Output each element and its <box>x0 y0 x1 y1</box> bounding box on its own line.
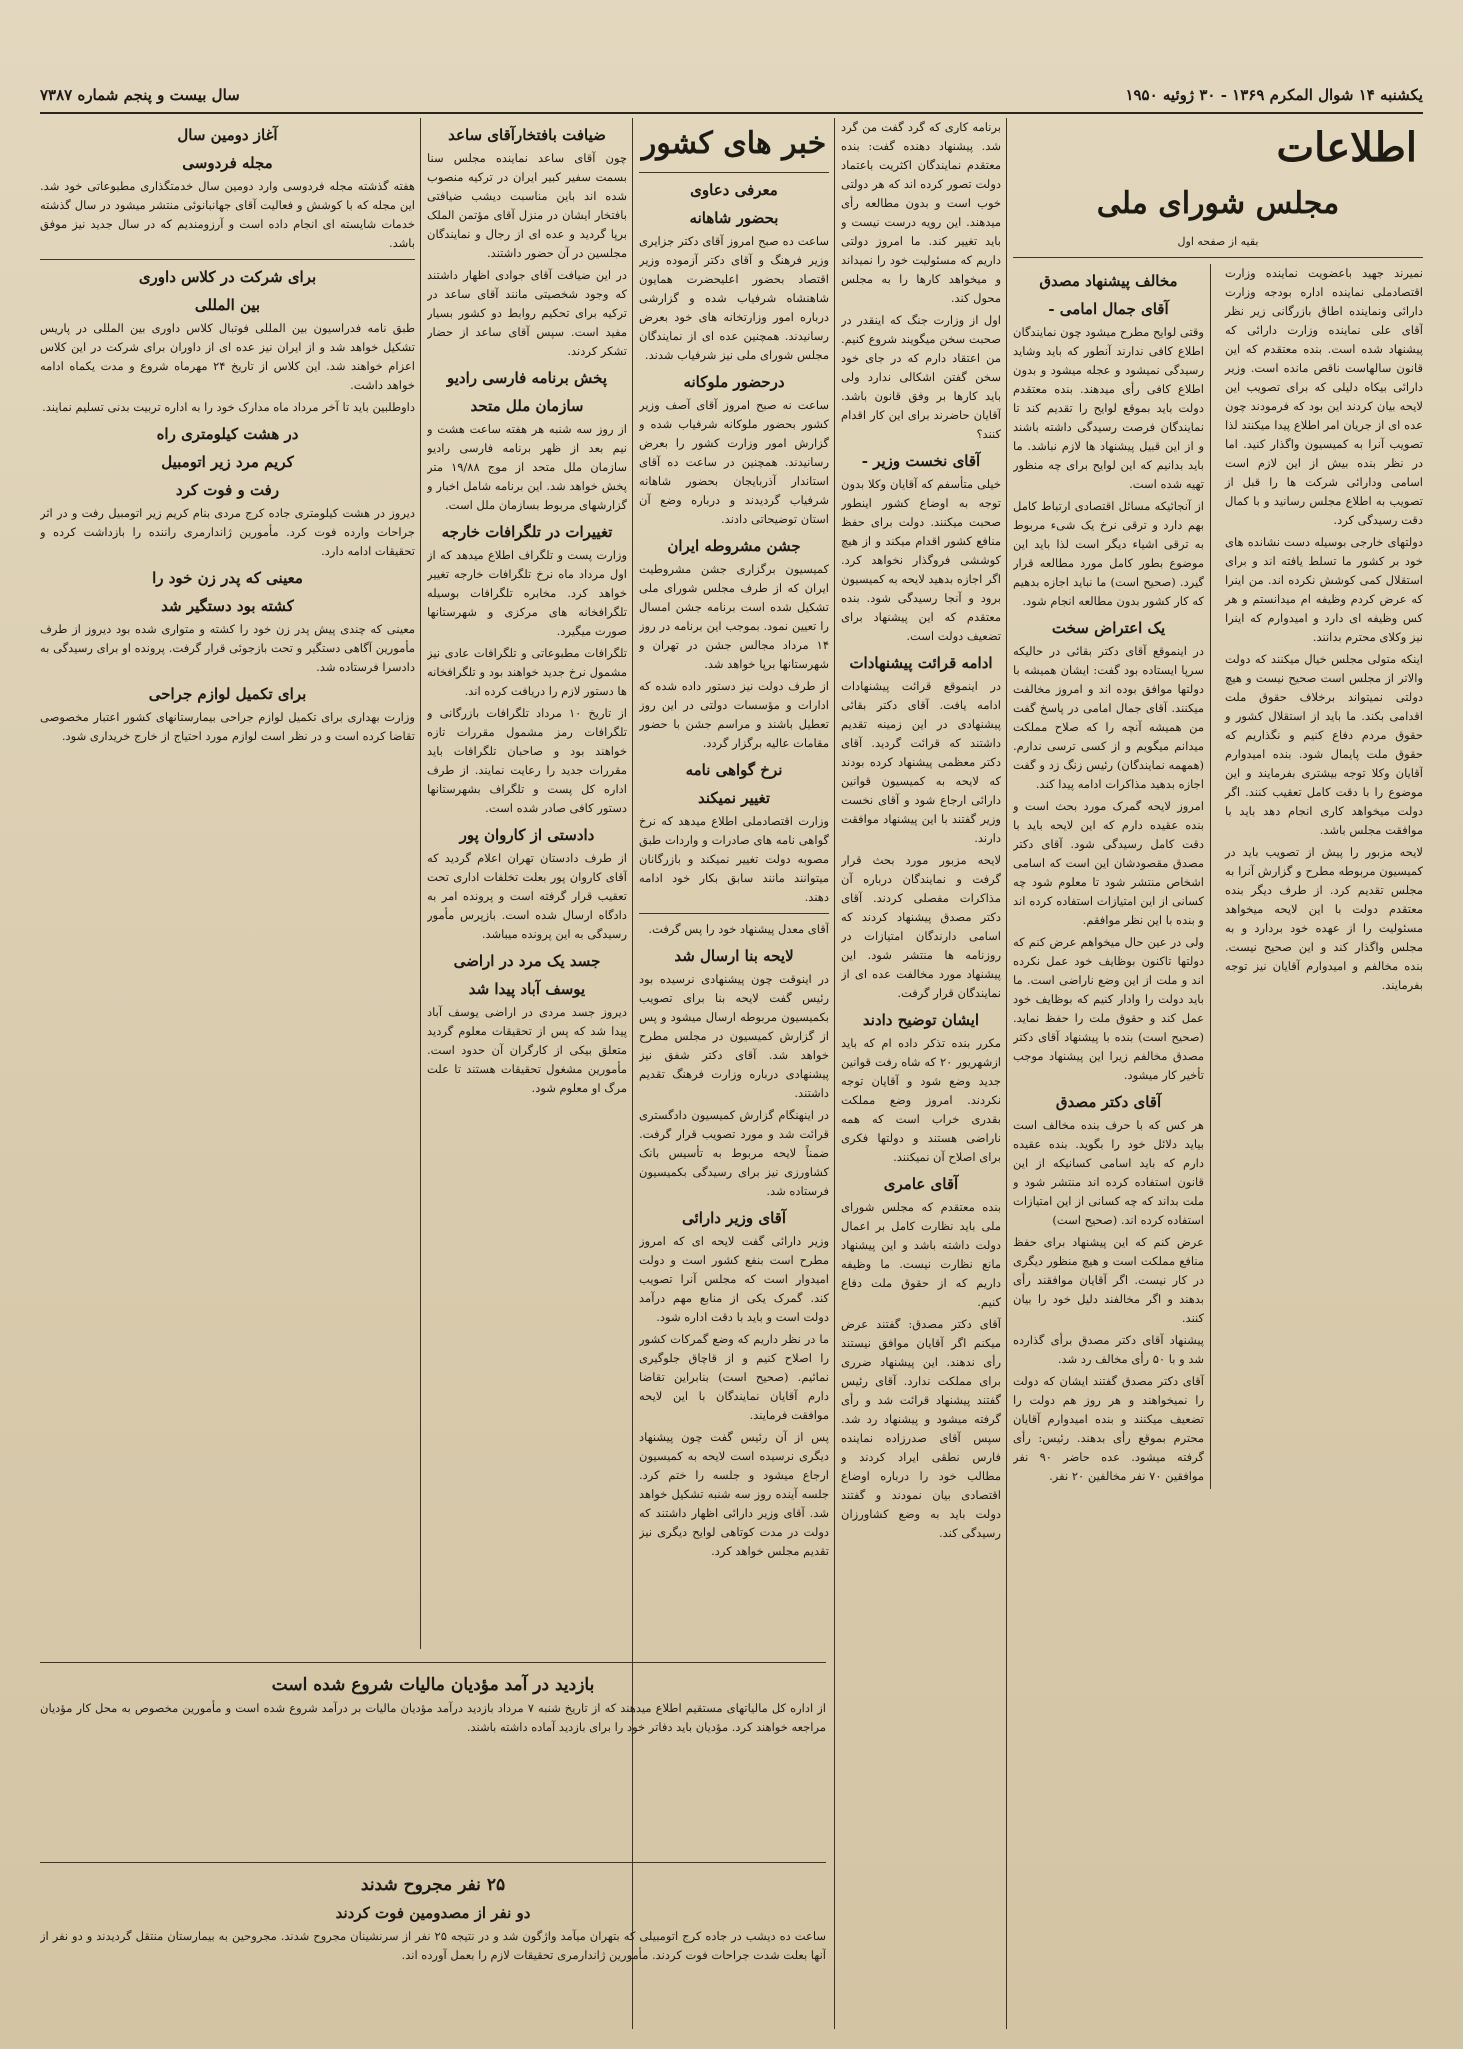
paragraph: وزیر دارائی گفت لایحه ای که امروز مطرح است بنفع کشور است و دولت امیدوار است که مجلس آنرا تصویب کند. گمرک یکی از منابع مهم درآمد دولت است و باید با دقت اداره شود. <box>639 1234 829 1324</box>
divider <box>639 913 829 914</box>
paragraph: آقای دکتر مصدق: گفتند عرض میکنم اگر آقایان موافق نیستند رأی ندهند. این پیشنهاد ضرری برای مملکت ندارد. آقای رئیس گفتند پیشنهاد قرائت شد و رأی گرفته میشود و پیشنهاد رد شد. سپس آقای صدرزاده نماینده فارس نطقی ایراد کردند و مطالب خود را درباره اوضاع اقتصادی بیان نمودند و گفتند دولت باید به وضع کشاورزان رسیدگی کند. <box>841 1317 1001 1540</box>
paragraph: داوطلبین باید تا آخر مرداد ماه مدارک خود را به اداره تربیت بدنی تسلیم نمایند. <box>42 400 415 414</box>
paragraph: تلگرافات مطبوعاتی و تلگرافات عادی نیز مشمول نرخ جدید خواهند بود و تلگرافخانه ها دستور لازم را دریافت کرده اند. <box>427 646 627 698</box>
paragraph: خیلی متأسفم که آقایان وکلا بدون توجه به اوضاع کشور اینطور صحبت میکنند. دولت برای حفظ منافع کشور اقدام میکند و از هیچ کوششی فروگذار نخواهد کرد. اگر اجازه بدهید لایحه به کمیسیون برود و آنجا رسیدگی شود. بنده معتقدم که این پیشنهاد برای تضعیف دولت است. <box>841 477 1001 643</box>
subhead: ضیافت بافتخارآقای ساعد <box>448 126 606 144</box>
subhead: لایحه بنا ارسال شد <box>674 947 794 965</box>
subhead: معرفی دعاوی <box>690 181 778 199</box>
subhead: مخالف پیشنهاد مصدق <box>1039 272 1178 290</box>
subhead: مجله فردوسی <box>182 154 273 172</box>
article-title-parliament: مجلس شورای ملی <box>1096 186 1340 221</box>
paragraph: طبق نامه فدراسیون بین المللی فوتبال کلاس داوری بین المللی در پاریس تشکیل خواهد شد و از ایران نیز عده ای از داوران برای شرکت در این کلاس اعزام خواهند شد. این کلاس از تاریخ ۲۴ مهرماه شروع و مدت یکماه ادامه خواهد داشت. <box>40 321 415 392</box>
paragraph: هر کس که با حرف بنده مخالف است بیاید دلائل خود را بگوید. بنده عقیده دارم که باید اسامی کسانیکه از این قانون استفاده کرده اند منتشر شود و ملت بداند که چه کسانی از این امتیازات استفاده کرده اند. (صحیح است) <box>1013 1118 1204 1227</box>
column-rule <box>834 118 835 2029</box>
paragraph: پس از آن رئیس گفت چون پیشنهاد دیگری نرسیده است لایحه به کمیسیون ارجاع میشود و جلسه را ختم کرد. جلسه آینده روز سه شنبه تشکیل خواهد شد. آقای وزیر دارائی اظهار داشتند که دولت در مدت کوتاهی لوایح دیگری نیز تقدیم مجلس خواهد کرد. <box>639 1430 829 1558</box>
subhead: یوسف آباد پیدا شد <box>468 980 586 998</box>
paragraph: از روز سه شنبه هر هفته ساعت هشت و نیم بعد از ظهر برنامه فارسی رادیو سازمان ملل متحد از موج ۱۹/۸۸ متر پخش خواهد شد. این برنامه شامل اخبار و گزارشهای مربوط بسازمان ملل است. <box>427 422 627 512</box>
paragraph: ساعت نه صبح امروز آقای آصف وزیر کشور بحضور ملوکانه شرفیاب شده و گزارش امور وزارت کشور را بعرض رسانیدند. همچنین در ساعت ده آقای استاندار آذربایجان بحضور شاهانه شرفیاب گردیدند و درباره وضع آن استان توضیحاتی دادند. <box>639 398 829 526</box>
subhead: برای تکمیل لوازم جراحی <box>148 685 307 703</box>
subhead: آقای دکتر مصدق <box>1055 1093 1162 1111</box>
paragraph: دولتهای خارجی بوسیله دست نشانده های خود بر کشور ما تسلط یافته اند و برای استقلال کمی کوشش نکرده اند. من اینرا که عرض کردم وظیفه ام میدانستم و هر کس وظیفه ای دارد و امیدوارم که اینرا نیز وکلای محترم بدانند. <box>1225 535 1423 644</box>
page-header <box>40 78 1423 114</box>
paragraph: از طرف دولت نیز دستور داده شده که ادارات و مؤسسات دولتی در این روز تعطیل باشند و مراسم جشن با حضور مقامات عالیه برگزار گردد. <box>639 679 829 750</box>
paragraph: چون آقای ساعد نماینده مجلس سنا بسمت سفیر کبیر ایران در ترکیه منصوب شده اند باین مناسبت دیشب ضیافتی بافتخار ایشان در منزل آقای مؤتمن الملک برپا گردید و عده ای از رجال و نمایندگان مجلسین در آن حضور داشتند. <box>427 151 627 260</box>
paragraph: ساعت ده صبح امروز آقای دکتر جزایری وزیر فرهنگ و آقای دکتر آزموده وزیر اقتصاد بحضور اعلیحضرت همایون شاهنشاه شرفیاب شده و گزارشی درباره امور وزارتخانه های خود بعرض رسانیدند. همچنین عده ای از نمایندگان مجلس شورای ملی نیز شرفیاب شدند. <box>639 234 829 362</box>
parliament-subcol-left <box>1013 264 1211 1489</box>
subhead: آقای عامری <box>883 1175 959 1193</box>
subhead: آقای نخست وزیر - <box>861 452 981 470</box>
paragraph: آقای معدل پیشنهاد خود را پس گرفت. <box>648 922 829 936</box>
paragraph: وقتی لوایح مطرح میشود چون نمایندگان اطلاع کافی ندارند آنطور که باید وشاید رسیدگی نمیشود و عجله میشود و بدون اطلاع کافی رأی میدهند. بنده معتقدم دولت باید بموقع لوایح را تقدیم کند تا نمایندگان فرصت رسیدگی داشته باشند و از این قبیل پیشنهاد ها لازم نباشد. ما باید بدانیم که این لوایح برای چه منظور تهیه شده است. <box>1013 325 1204 491</box>
paragraph: از اداره کل مالیاتهای مستقیم اطلاع میدهند که از تاریخ شنبه ۷ مرداد بازدید درآمد مؤدیان مالیات بر درآمد شروع شده است و مأمورین مخصوص به محل کار مؤدیان مراجعه خواهند کرد. مؤدیان باید دفاتر خود را برای بازدید آماده داشته باشند. <box>40 1701 826 1734</box>
article-accident <box>40 1868 826 2029</box>
column-misc <box>40 118 415 1649</box>
subhead: پخش برنامه فارسی رادیو <box>447 369 607 387</box>
paragraph: در این ضیافت آقای جوادی اظهار داشتند که وجود شخصیتی مانند آقای ساعد در ترکیه برای تحکیم روابط دو کشور بسیار مفید است. سپس آقای ساعد از حضار تشکر کردند. <box>427 268 627 358</box>
paragraph: امروز لایحه گمرک مورد بحث است و بنده عقیده دارم که این لایحه باید با دقت کامل رسیدگی شود. آقای دکتر مصدق مقصودشان این است که اسامی اشخاص منتشر شود تا معلوم شود چه کسانی از این امتیازات استفاده کرده اند و بنده با این نظر موافقم. <box>1013 799 1204 927</box>
article-title-accident: ۲۵ نفر مجروح شدند <box>360 1875 506 1895</box>
paragraph: در اینهنگام گزارش کمیسیون دادگستری قرائت شد و مورد تصویب قرار گرفت. ضمناً لایحه مربوط به تأسیس بانک کشاورزی نیز برای رسیدگی بکمیسیون فرستاده شد. <box>639 1108 829 1198</box>
section-divider <box>40 1662 826 1663</box>
subhead: نرخ گواهی نامه <box>685 761 783 779</box>
paragraph: اول از وزارت جنگ که اینقدر در صحبت سخن میگویند شروع کنیم. من اعتقاد دارم که در جای خود سخن گفتن اشکالی ندارد ولی باید کارها بر وفق قانون باشد. آقایان حاضرند برای این کار اقدام کنند؟ <box>841 313 1001 441</box>
subhead: یک اعتراض سخت <box>1051 619 1166 637</box>
parliament-subcol-right <box>1225 264 1423 998</box>
column-news-briefs <box>427 118 627 1649</box>
paragraph: ولی در عین حال میخواهم عرض کنم که دولتها تاکنون بوظایف خود عمل نکرده اند و ملت از این وضع ناراضی است. ما باید دولت را وادار کنیم که بوظایف خود عمل کند و حقوق ملت را حفظ نماید. (صحیح است) بنده با پیشنهاد آقای دکتر مصدق مخالفم زیرا این پیشنهاد موجب تأخیر کار میشود. <box>1013 935 1204 1082</box>
paragraph: پیشنهاد آقای دکتر مصدق برأی گذارده شد و با ۵۰ رأی مخالف رد شد. <box>1013 1333 1204 1366</box>
subhead: تغییرات در تلگرافات خارجه <box>441 523 613 541</box>
subhead: برای شرکت در کلاس داوری <box>138 268 317 286</box>
paragraph: دیروز جسد مردی در اراضی یوسف آباد پیدا شد که پس از تحقیقات معلوم گردید متعلق بیکی از کارگران آن حدود است. مأمورین مشغول تحقیقات هستند تا علت مرگ او معلوم شود. <box>427 1005 627 1095</box>
paragraph: ما در نظر داریم که وضع گمرکات کشور را اصلاح کنیم و از قاچاق جلوگیری نمائیم. (صحیح است) بنابراین تقاضا دارم آقایان نمایندگان با این لایحه موافقت فرمایند. <box>639 1332 829 1422</box>
column-parliament <box>1013 118 1423 2029</box>
paragraph: ساعت ده دیشب در جاده کرج اتومبیلی که بتهران میآمد واژگون شد و در نتیجه ۲۵ نفر از سرنشینان مجروح شدند. مجروحین به بیمارستان منتقل گردیدند و دو نفر از آنها بعلت شدت جراحات فوت کردند. مأمورین ژاندارمری تحقیقات لازم را بعمل آورده اند. <box>40 1929 826 1962</box>
article-title-tax-audit: بازدید در آمد مؤدیان مالیات شروع شده است <box>271 1675 595 1695</box>
subhead: جشن مشروطه ایران <box>667 537 801 555</box>
divider <box>639 172 829 173</box>
subhead: ایشان توضیح دادند <box>862 1011 980 1029</box>
section-title-national-news: خبر های کشور <box>641 126 827 161</box>
subhead: سازمان ملل متحد <box>470 397 584 415</box>
subhead: ادامه قرائت پیشنهادات <box>849 654 993 672</box>
paragraph: بنده معتقدم که مجلس شورای ملی باید نظارت کامل بر اعمال دولت داشته باشد و این پیشنهاد مانع نظارت نیست. ما وظیفه داریم که از حقوق ملت دفاع کنیم. <box>841 1200 1001 1309</box>
column-parliament-continued <box>841 118 1001 2029</box>
subhead: آقای وزیر دارائی <box>682 1209 786 1227</box>
subhead: بحضور شاهانه <box>689 209 779 227</box>
subhead: درحضور ملوکانه <box>683 373 785 391</box>
paragraph: وزارت بهداری برای تکمیل لوازم جراحی بیمارستانهای کشور اعتبار مخصوصی تقاضا کرده است و در نظر است لوازم مورد احتیاج از خارج خریداری شود. <box>40 710 415 743</box>
subhead: در هشت کیلومتری راه <box>156 425 299 443</box>
issue-date: یکشنبه ۱۴ شوال المکرم ۱۳۶۹ - ۳۰ ژوئیه ۱۹۵۰ <box>1125 86 1423 104</box>
paragraph: نمیرند جهید باعضویت نماینده وزارت اقتصادملی نماینده اداره بودجه وزارت دارائی ونماینده اطاق بازرگانی زیر نظر آقای علی نماینده وزارت دارائی که پیشنهاد شده است. بنده معتقدم که این قانون سالهاست ناقص مانده است. وزیر دارائی بیکاه دلیلی که برای تصویب این لایحه بیان کردند این بود که فرمودند چون عده ای از جریان امر اطلاع پیدا میکنند لذا تصویب آنرا به کمیسیون واگذار کنید. اما در نظر بنده بیش از این لازم است اسامی ودارائی شرکت ها را قبل از تصویب به اطلاع مجلس رسانید و با کمال دقت رسیدگی کرد. <box>1225 266 1423 527</box>
subhead: بین المللی <box>194 296 261 314</box>
paragraph: آقای دکتر مصدق گفتند ایشان که دولت را نمیخواهند و هر روز هم دولت را تضعیف میکنند و بنده امیدوارم آقایان محترم بموقع رأی بدهند. رئیس: رأی گرفته میشود. عده حاضر ۹۰ نفر موافقین ۷۰ نفر مخالفین ۲۰ نفر. <box>1013 1374 1204 1483</box>
subhead: جسد یک مرد در اراضی <box>453 952 601 970</box>
paragraph: از تاریخ ۱۰ مرداد تلگرافات بازرگانی و تلگرافات رمز مشمول مقررات تازه خواهند بود و صاحبان تلگرافات باید مقررات جدید را رعایت نمایند. از طرف اداره کل پست و تلگراف بشهرستانها دستور کافی صادر شده است. <box>427 706 627 815</box>
paragraph: هفته گذشته مجله فردوسی وارد دومین سال خدمتگذاری مطبوعاتی خود شد. این مجله که با کوشش و فعالیت آقای جهانبانوئی منتشر میشود در سال گذشته خدمات شایسته ای انجام داده است و آرزومندیم که در سال جدید نیز موفق باشد. <box>40 179 415 250</box>
paragraph: لایحه مزبور مورد بحث قرار گرفت و نمایندگان درباره آن مذاکرات مفصلی کردند. آقای دکتر مصدق پیشنهاد کردند که اسامی دارندگان امتیازات در روزنامه ها منتشر شود. این پیشنهاد مورد مخالفت عده ای از نمایندگان قرار گرفت. <box>841 853 1001 1000</box>
paragraph: دیروز در هشت کیلومتری جاده کرج مردی بنام کریم زیر اتومبیل رفت و در اثر جراحات وارده فوت کرد. مأمورین ژاندارمری راننده را بازداشت کرده و تحقیقات ادامه دارد. <box>40 506 415 558</box>
paragraph: در اینموقع قرائت پیشنهادات ادامه یافت. آقای دکتر بقائی پیشنهادی در این زمینه تقدیم داشتند که قرائت گردید. آقای دکتر معظمی پیشنهاد کرده بودند که لایحه به کمیسیون قوانین دارائی ارجاع شود و آقای نخست وزیر گفتند با این پیشنهاد موافقت دارند. <box>841 679 1001 845</box>
paragraph: از طرف دادستان تهران اعلام گردید که آقای کاروان پور بعلت تخلفات اداری تحت تعقیب قرار گرفته است و پرونده امر به دادگاه ارسال شده است. بازپرس مأمور رسیدگی به این پرونده میباشد. <box>427 851 627 941</box>
section-divider <box>40 1862 826 1863</box>
subhead: کشته بود دستگیر شد <box>161 597 294 615</box>
paragraph: از آنجائیکه مسائل اقتصادی ارتباط کامل بهم دارد و ترقی نرخ یک شیء مربوط به ترقی اشیاء دیگر است لذا باید این موضوع بطور کامل مورد مطالعه قرار گیرد. (صحیح است) ما نباید اجازه بدهیم که کار کشور بدون مطالعه انجام شود. <box>1013 499 1204 608</box>
subhead: دادستی از کاروان پور <box>459 826 595 844</box>
paragraph: اینکه متولی مجلس خیال میکنند که دولت والاتر از مجلس است صحیح نیست و هیچ دولتی نمیتواند برخلاف حقوق ملت اقدامی بکند. ما باید از استقلال کشور و حقوق مردم دفاع کنیم و نگذاریم که حقوق ملت پایمال شود. بنده امیدوارم آقایان وکلا توجه بیشتری بفرمایند و این موضوع را با دقت کامل تعقیب کنند. اگر دولت میخواهد کاری انجام دهد باید با موافقت مجلس باشد. <box>1225 652 1423 837</box>
subhead: کریم مرد زیر اتومبیل <box>161 453 294 471</box>
column-rule <box>420 118 421 1649</box>
newspaper-masthead: اطلاعات <box>1276 124 1417 171</box>
paragraph: معینی که چندی پیش پدر زن خود را کشته و متواری شده بود دیروز از طرف مأمورین آگاهی دستگیر و تحت بازجوئی قرار گرفت. پرونده او برای رسیدگی به دادسرا فرستاده شد. <box>40 622 415 674</box>
paragraph: در اینوقت چون پیشنهادی نرسیده بود رئیس گفت لایحه بنا برای تصویب بکمیسیون مربوطه ارسال میشود و پس از گزارش کمیسیون در مجلس مطرح خواهد شد. آقای دکتر شفق نیز پیشنهادی درباره وزارت فرهنگ تقدیم داشتند. <box>639 972 829 1100</box>
subhead: دو نفر از مصدومین فوت کردند <box>335 1904 531 1922</box>
paragraph: مکرر بنده تذکر داده ام که باید ازشهریور ۲۰ که شاه رفت قوانین جدید وضع شود و آقایان توجه نکردند. امروز وضع مملکت بقدری خراب است که همه ناراضی هستند و دولتها فکری برای اصلاح آن نمیکنند. <box>841 1036 1001 1164</box>
article-tax-audit <box>40 1668 826 1859</box>
divider <box>1013 257 1423 258</box>
subhead: تغییر نمیکند <box>697 789 771 807</box>
paragraph: لایحه مزبور را پیش از تصویب باید در کمیسیون مربوطه مطرح و گزارش آنرا به مجلس تقدیم کرد. از طرف دیگر بنده معتقدم دولت با این لایحه میخواهد مسئولیت را از عهده خود بردارد و به مجلس واگذار کند و این صحیح نیست. بنده مخالفم و امیدوارم آقایان نیز توجه بفرمایند. <box>1225 845 1423 992</box>
column-rule <box>1006 118 1007 2029</box>
paragraph: وزارت پست و تلگراف اطلاع میدهد که از اول مرداد ماه نرخ تلگرافات خارجه تغییر خواهد کرد. مخابره تلگرافات بوسیله تلگرافخانه های مرکزی و شهرستانها صورت میگیرد. <box>427 548 627 638</box>
subhead: رفت و فوت کرد <box>175 481 280 499</box>
subhead: معینی که پدر زن خود را <box>152 569 303 587</box>
paragraph: کمیسیون برگزاری جشن مشروطیت ایران که از طرف مجلس شورای ملی تشکیل شده است برنامه جشن امسال را تعیین نمود. بموجب این برنامه در روز ۱۴ مرداد مجالس جشن در تهران و شهرستانها برپا خواهد شد. <box>639 562 829 671</box>
paragraph: وزارت اقتصادملی اطلاع میدهد که نرخ گواهی نامه های صادرات و واردات طبق مصوبه دولت تغییر نمیکند و بازرگانان میتوانند مانند سابق بکار خود ادامه دهند. <box>639 814 829 904</box>
issue-volume: سال بیست و پنجم شماره ۷۳۸۷ <box>40 86 240 104</box>
paragraph: برنامه کاری که گرد گفت من گرد شد. پیشنهاد دهنده گفت: بنده معتقدم نمایندگان اکثریت باعتماد دولت تصور کرده اند که هر دولتی خوب است و بدون مطالعه رأی میدهند. این رویه درست نیست و باید تغییر کند. ما امروز دولتی داریم که مسئولیت خود را نمیداند و میخواهد کارها را به مجلس محول کند. <box>841 120 1001 305</box>
subhead: آغاز دومین سال <box>177 126 278 144</box>
paragraph: عرض کنم که این پیشنهاد برای حفظ منافع مملکت است و هیچ منظور دیگری در کار نیست. اگر آقایان موافقند رأی بدهند و اگر مخالفند دلیل خود را بیان کنند. <box>1013 1235 1204 1325</box>
subhead: آقای جمال امامی - <box>1048 300 1169 318</box>
continued-note: بقیه از صفحه اول <box>1177 235 1259 248</box>
divider <box>40 259 415 260</box>
paragraph: در اینموقع آقای دکتر بقائی در حالیکه سرپا ایستاده بود گفت: ایشان همیشه با دولتها موافق بوده اند و امروز مخالفت میکنند. آقای جمال امامی در پاسخ گفت من همیشه آنچه را که صلاح مملکت میدانم میگویم و از کسی ترسی ندارم. (همهمه نمایندگان) رئیس زنگ زد و گفت اجازه بدهید مذاکرات ادامه پیدا کند. <box>1013 644 1204 791</box>
